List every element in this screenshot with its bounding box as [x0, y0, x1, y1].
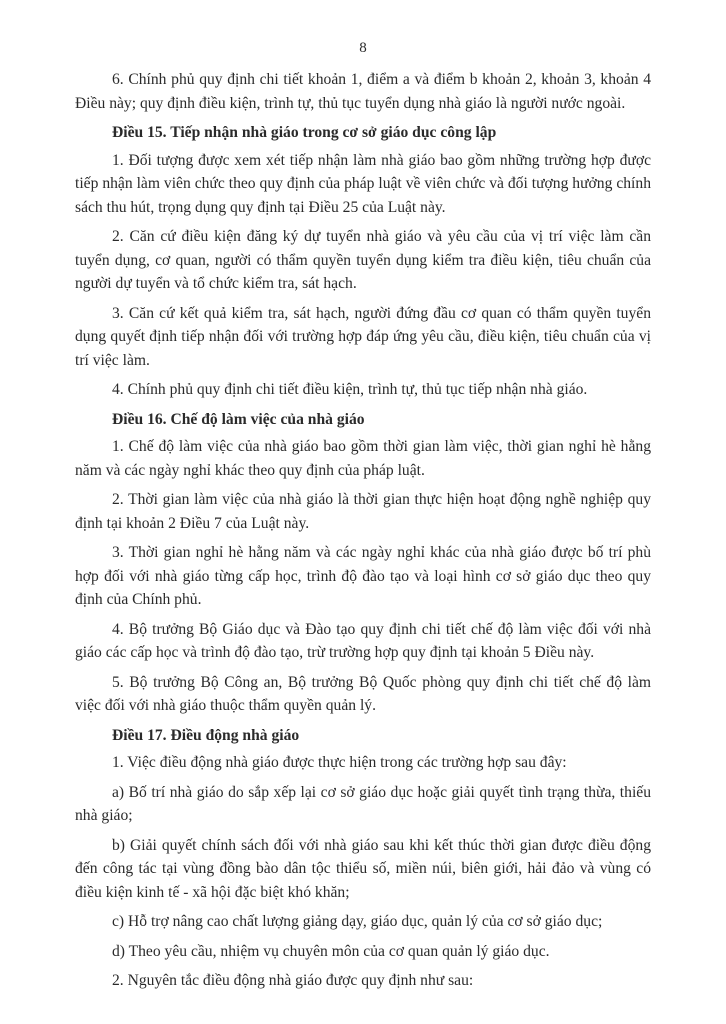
article-17-clause-1-point-a: a) Bố trí nhà giáo do sắp xếp lại cơ sở giáo dục hoặc giải quyết tình trạng thừa, thiếu nhà giáo;	[75, 783, 651, 824]
article-15-clause-4: 4. Chính phủ quy định chi tiết điều kiện, trình tự, thủ tục tiếp nhận nhà giáo.	[112, 381, 588, 398]
article-16-heading: Điều 16. Chế độ làm việc của nhà giáo	[112, 410, 365, 428]
article-15-heading: Điều 15. Tiếp nhận nhà giáo trong cơ sở giáo dục công lập	[112, 124, 497, 141]
article-16-clause-5: 5. Bộ trưởng Bộ Công an, Bộ trưởng Bộ Quốc phòng quy định chi tiết chế độ làm việc đối với nhà giáo thuộc thẩm quyền quản lý.	[75, 673, 651, 714]
article-16-clause-4: 4. Bộ trưởng Bộ Giáo dục và Đào tạo quy định chi tiết chế độ làm việc đối với nhà giáo các cấp học và trình độ đào tạo, trừ trường hợp quy định tại khoản 5 Điều này.	[75, 620, 651, 661]
article-15-clause-1: 1. Đối tượng được xem xét tiếp nhận làm nhà giáo bao gồm những trường hợp được tiếp nhận làm viên chức theo quy định của pháp luật về viên chức và đối tượng hưởng chính sách thu hút, trọng dụng quy định tại Điều 25 của Luật này.	[75, 151, 651, 216]
article-16-clause-2: 2. Thời gian làm việc của nhà giáo là thời gian thực hiện hoạt động nghề nghiệp quy định tại khoản 2 Điều 7 của Luật này.	[75, 491, 651, 532]
article-17-clause-1: 1. Việc điều động nhà giáo được thực hiện trong các trường hợp sau đây:	[112, 754, 567, 771]
article-15-clause-3: 3. Căn cứ kết quả kiểm tra, sát hạch, người đứng đầu cơ quan có thẩm quyền tuyển dụng quyết định tiếp nhận đối với trường hợp đáp ứng yêu cầu, điều kiện, tiêu chuẩn của vị trí việc làm.	[75, 304, 651, 369]
article-17-clause-1-point-d: d) Theo yêu cầu, nhiệm vụ chuyên môn của cơ quan quản lý giáo dục.	[112, 942, 550, 960]
article-15-clause-2: 2. Căn cứ điều kiện đăng ký dự tuyển nhà giáo và yêu cầu của vị trí việc làm cần tuyển dụng, cơ quan, người có thẩm quyền tuyển dụng kiểm tra điều kiện, tiêu chuẩn của người dự tuyển và tổ chức kiểm tra, sát hạch.	[75, 228, 651, 292]
document-body	[75, 68, 651, 999]
paragraph-clause-6: 6. Chính phủ quy định chi tiết khoản 1, điểm a và điểm b khoản 2, khoản 3, khoản 4 Điều này; quy định điều kiện, trình tự, thủ tục tuyển dụng nhà giáo là người nước ngoài.	[75, 71, 651, 112]
page-number: 8	[359, 40, 367, 56]
article-17-heading: Điều 17. Điều động nhà giáo	[112, 726, 300, 744]
article-17-clause-1-point-b: b) Giải quyết chính sách đối với nhà giáo sau khi kết thúc thời gian được điều động đến công tác tại vùng đồng bào dân tộc thiểu số, miền núi, biên giới, hải đảo và vùng có điều kiện kinh tế - xã hội đặc biệt khó khăn;	[75, 836, 651, 901]
article-17-clause-2: 2. Nguyên tắc điều động nhà giáo được quy định như sau:	[112, 972, 474, 989]
article-16-clause-3: 3. Thời gian nghỉ hè hằng năm và các ngày nghỉ khác của nhà giáo được bố trí phù hợp đối với nhà giáo từng cấp học, trình độ đào tạo và loại hình cơ sở giáo dục theo quy định của Chính phủ.	[75, 544, 651, 608]
article-17-clause-1-point-c: c) Hỗ trợ nâng cao chất lượng giảng dạy, giáo dục, quản lý của cơ sở giáo dục;	[112, 913, 603, 930]
article-16-clause-1: 1. Chế độ làm việc của nhà giáo bao gồm thời gian làm việc, thời gian nghỉ hè hằng năm và các ngày nghỉ khác theo quy định của pháp luật.	[75, 438, 651, 479]
